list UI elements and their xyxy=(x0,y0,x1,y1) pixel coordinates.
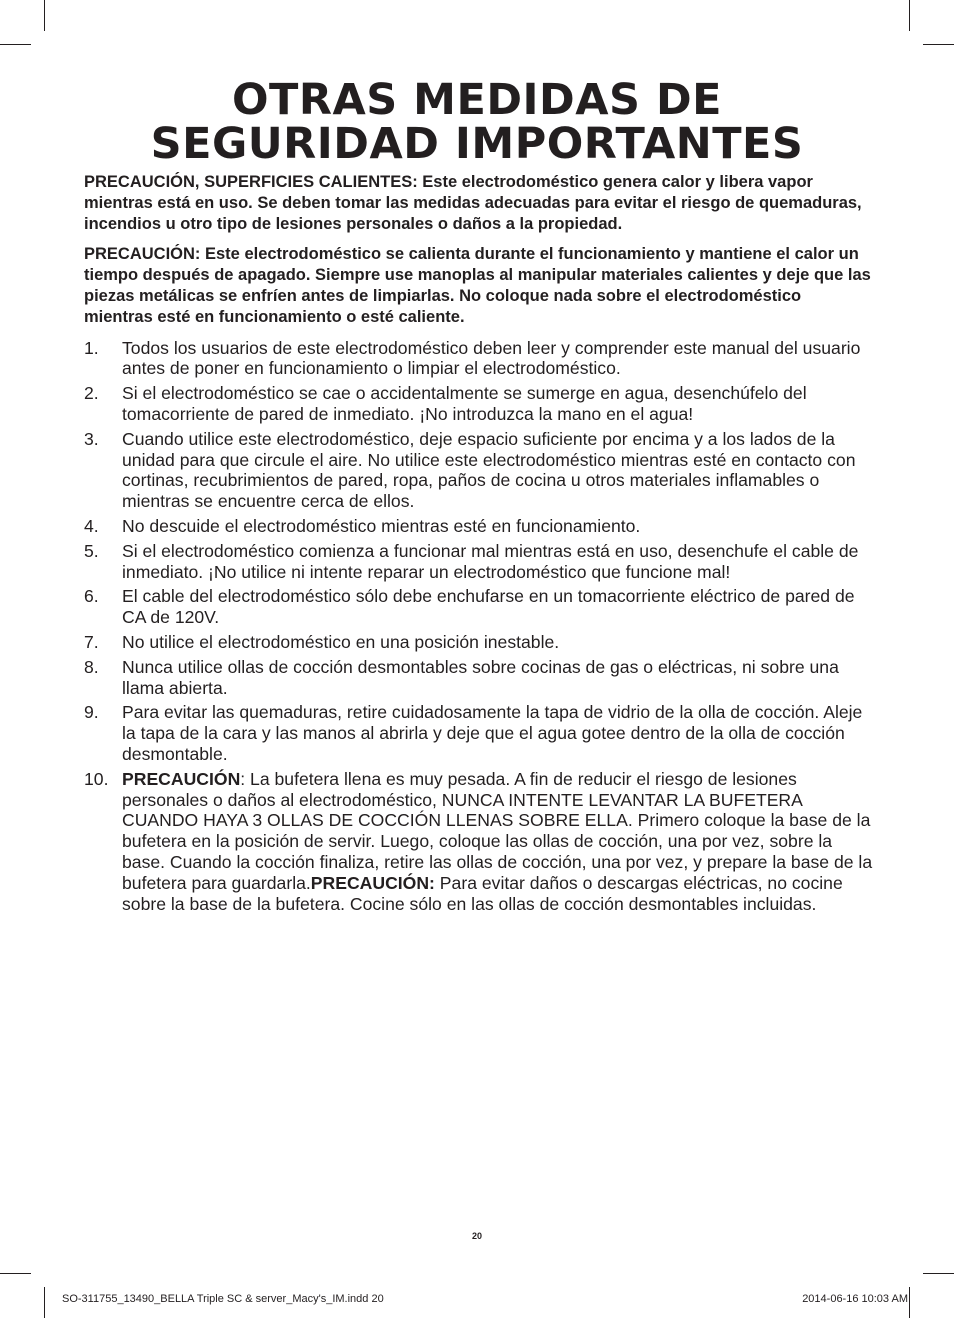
list-item xyxy=(84,702,874,764)
item-number: 5. xyxy=(84,540,99,561)
item-text: No descuide el electrodoméstico mientras esté en funcionamiento. xyxy=(122,515,641,536)
caution-label: PRECAUCIÓN: xyxy=(310,872,435,893)
item-number: 1. xyxy=(84,337,99,358)
list-item-caution xyxy=(84,769,874,915)
list-item xyxy=(84,586,874,628)
footer-timestamp: 2014-06-16 10:03 AM xyxy=(802,1293,908,1305)
item-number: 8. xyxy=(84,656,99,677)
item-number: 4. xyxy=(84,515,99,536)
list-item xyxy=(84,338,874,380)
item-text: No utilice el electrodoméstico en una posición inestable. xyxy=(122,631,560,652)
item-number: 7. xyxy=(84,631,99,652)
crop-mark xyxy=(44,0,45,31)
hot-surfaces-warning: PRECAUCIÓN, SUPERFICIES CALIENTES: Este electrodoméstico genera calor y libera vapor mientras está en uso. Se deben tomar las medidas adecuadas para evitar el riesgo de quemaduras, incendios u otro tipo de lesiones personales o daños a la propiedad. xyxy=(84,173,862,233)
list-item xyxy=(84,429,874,512)
caution-label: PRECAUCIÓN xyxy=(122,768,241,789)
item-text: El cable del electrodoméstico sólo debe enchufarse en un tomacorriente eléctrico de pared de CA de 120V. xyxy=(122,586,855,628)
heat-warning: PRECAUCIÓN: Este electrodoméstico se calienta durante el funcionamiento y mantiene el calor un tiempo después de apagado. Siempre use manoplas al manipular materiales calientes y deje que las piezas metálicas se enfríen antes de limpiarlas. No coloque nada sobre el electrodoméstico mientras esté en funcionamiento o esté caliente. xyxy=(84,245,871,326)
item-text: Todos los usuarios de este electrodoméstico deben leer y comprender este manual del usuario antes de poner en funcionamiento o limpiar el electrodoméstico. xyxy=(122,337,861,379)
item-number: 6. xyxy=(84,586,99,607)
item-text: Si el electrodoméstico comienza a funcionar mal mientras está en uso, desenchufe el cable de inmediato. ¡No utilice ni intente reparar un electrodoméstico que funcione mal! xyxy=(122,540,859,582)
list-item xyxy=(84,657,874,699)
safety-list xyxy=(84,338,874,915)
crop-mark xyxy=(909,0,910,31)
crop-mark xyxy=(923,44,954,45)
item-number: 10. xyxy=(84,768,109,789)
item-number: 3. xyxy=(84,428,99,449)
crop-mark xyxy=(0,44,31,45)
item-text: Para evitar las quemaduras, retire cuidadosamente la tapa de vidrio de la olla de cocción. Aleje la tapa de la cara y las manos al abrirla y deje que el agua gotee dentro de la olla de cocción desmontable. xyxy=(122,702,863,764)
item-text: Para evitar daños o descargas eléctricas, no cocine sobre la base de la bufetera. Cocine sólo en las ollas de cocción desmontables incluidas. xyxy=(122,872,843,914)
crop-mark xyxy=(923,1273,954,1274)
list-item xyxy=(84,516,874,537)
main-content xyxy=(84,172,874,918)
page-number: 20 xyxy=(471,1231,482,1241)
crop-mark xyxy=(0,1273,31,1274)
footer-filename: SO-311755_13490_BELLA Triple SC & server_Macy's_IM.indd 20 xyxy=(62,1293,384,1305)
list-item xyxy=(84,383,874,425)
title-line-2: SEGURIDAD IMPORTANTES xyxy=(150,119,804,169)
crop-mark xyxy=(909,1287,910,1318)
list-item xyxy=(84,632,874,653)
item-number: 2. xyxy=(84,383,99,404)
crop-mark xyxy=(44,1287,45,1318)
item-text: Cuando utilice este electrodoméstico, deje espacio suficiente por encima y a los lados de la unidad para que circule el aire. No utilice este electrodoméstico mientras esté en contacto con cortinas, recubrimientos de pared, ropa, paños de cocina u otros materiales inflamables o mientras se encuentre cerca de ellos. xyxy=(122,428,856,512)
list-item xyxy=(84,541,874,583)
item-text: Nunca utilice ollas de cocción desmontables sobre cocinas de gas o eléctricas, ni sobre una llama abierta. xyxy=(122,656,839,698)
item-number: 9. xyxy=(84,702,99,723)
item-text: Si el electrodoméstico se cae o accidentalmente se sumerge en agua, desenchúfelo del tomacorriente de pared de inmediato. ¡No introduzca la mano en el agua! xyxy=(122,383,807,424)
title-line-1: OTRAS MEDIDAS DE xyxy=(231,75,723,125)
item-text: : La bufetera llena es muy pesada. A fin de reducir el riesgo de lesiones personales o daños al electrodoméstico, NUNCA INTENTE LEVANTAR LA BUFETERA CUANDO HAYA 3 OLLAS DE COCCIÓN LLENAS SOBRE ELLA. Primero coloque la base de la bufetera en la posición de servir. Luego, coloque las ollas de cocción, una por vez, sobre la base. Cuando la cocción finaliza, retire las ollas de cocción, una por vez, y prepare la base de la bufetera para guardarla. xyxy=(122,768,873,893)
page-title xyxy=(0,75,954,169)
